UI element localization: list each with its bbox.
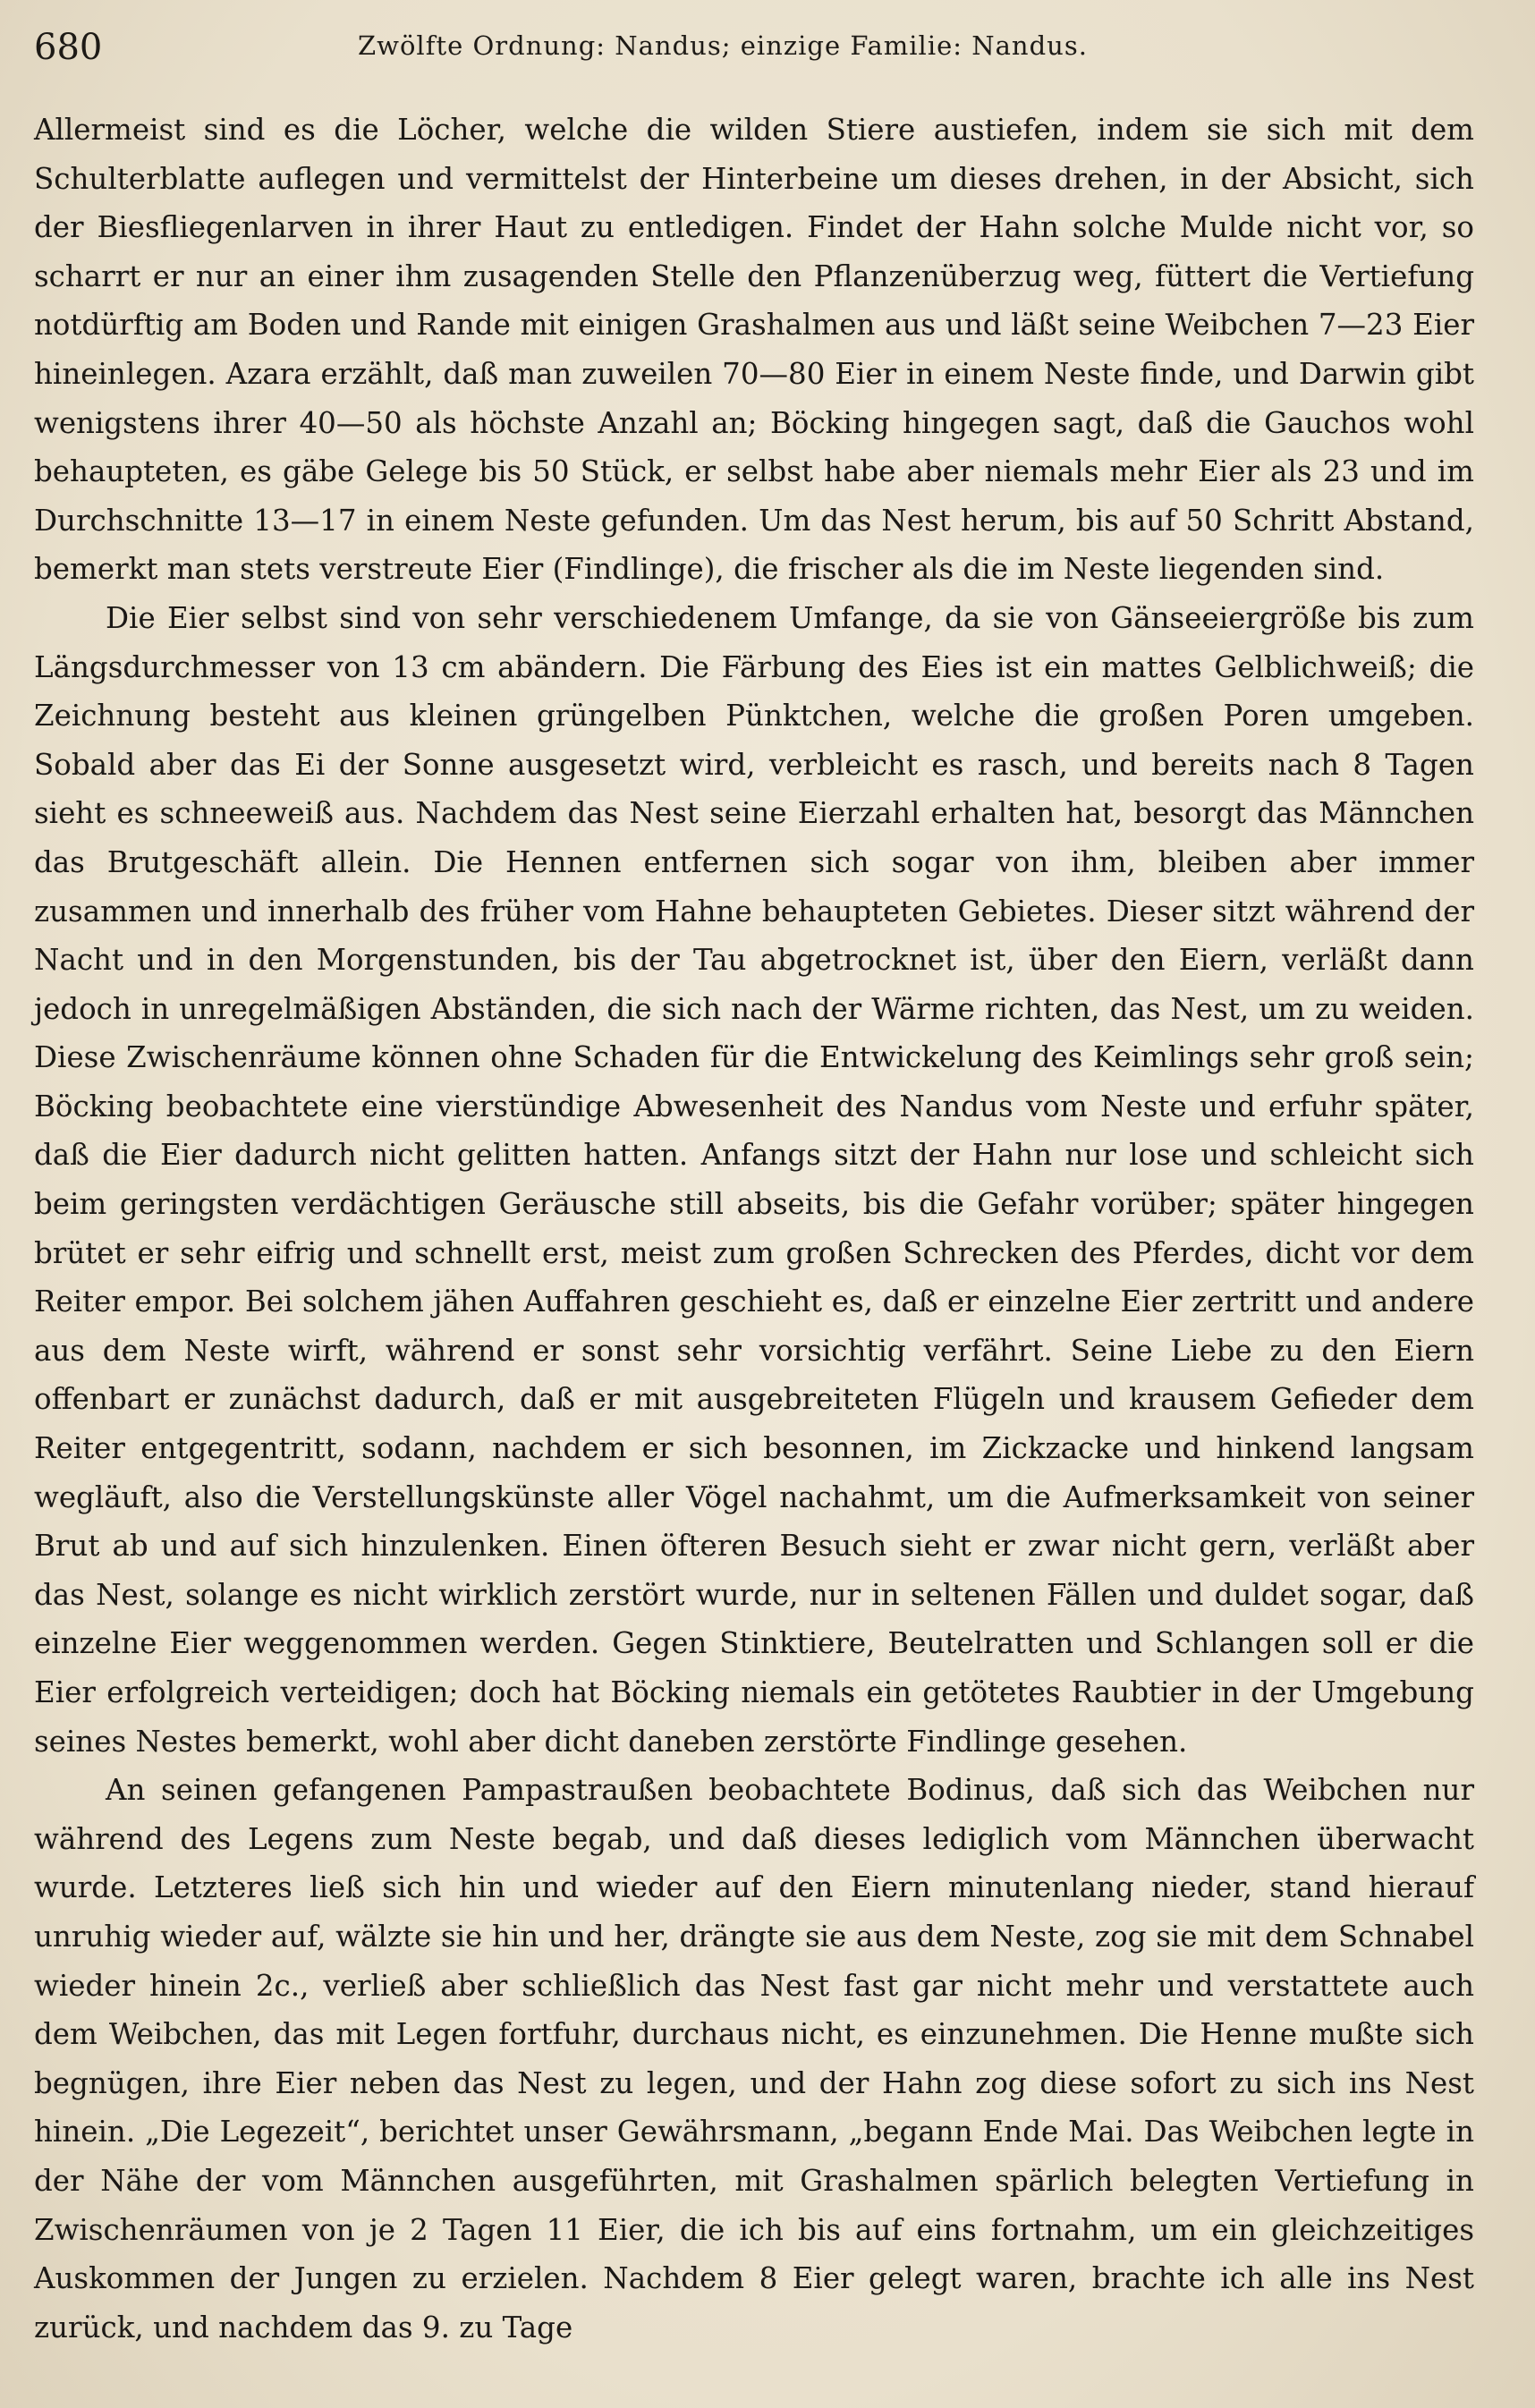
page-header xyxy=(34,27,1501,81)
page-number: 680 xyxy=(34,27,103,68)
running-head: Zwölfte Ordnung: Nandus; einzige Familie: Nandus. xyxy=(358,30,1088,61)
paragraph: Allermeist sind es die Löcher, welche die wilden Stiere austiefen, indem sie sich mit dem Schulterblatte auflegen und vermittelst der Hinterbeine um dieses drehen, in der Absicht, sich der Biesfliegenlarven in ihrer Haut zu entledigen. Findet der Hahn solche Mulde nicht vor, so scharrt er nur an einer ihm zusagenden Stelle den Pflanzenüberzug weg, füttert die Vertiefung notdürftig am Boden und Rande mit einigen Grashalmen aus und läßt seine Weibchen 7—23 Eier hineinlegen. Azara erzählt, daß man zuweilen 70—80 Eier in einem Neste finde, und Darwin gibt wenigstens ihrer 40—50 als höchste Anzahl an; Böcking hingegen sagt, daß die Gauchos wohl behaupteten, es gäbe Gelege bis 50 Stück, er selbst habe aber niemals mehr Eier als 23 und im Durchschnitte 13—17 in einem Neste gefunden. Um das Nest herum, bis auf 50 Schritt Abstand, bemerkt man stets verstreute Eier (Findlinge), die frischer als die im Neste liegenden sind. xyxy=(34,113,1474,587)
paragraph: An seinen gefangenen Pampastraußen beobachtete Bodinus, daß sich das Weibchen nur während des Legens zum Neste begab, und daß dieses lediglich vom Männchen überwacht wurde. Letzteres ließ sich hin und wieder auf den Eiern minutenlang nieder, stand hierauf unruhig wieder auf, wälzte sie hin und her, drängte sie aus dem Neste, zog sie mit dem Schnabel wieder hinein 2c., verließ aber schließlich das Nest fast gar nicht mehr und verstattete auch dem Weibchen, das mit Legen fortfuhr, durchaus nicht, es einzunehmen. Die Henne mußte sich begnügen, ihre Eier neben das Nest zu legen, und der Hahn zog diese sofort zu sich ins Nest hinein. „Die Legezeit“, berichtet unser Gewährsmann, „begann Ende Mai. Das Weibchen legte in der Nähe der vom Männchen ausgeführten, mit Grashalmen spärlich belegten Vertiefung in Zwischenräumen von je 2 Tagen 11 Eier, die ich bis auf eins fortnahm, um ein gleichzeitiges Auskommen der Jungen zu erzielen. Nachdem 8 Eier gelegt waren, brachte ich alle ins Nest zurück, und nachdem das 9. zu Tage xyxy=(34,1773,1474,2344)
body-text xyxy=(34,106,1474,2352)
paragraph: Die Eier selbst sind von sehr verschiedenem Umfange, da sie von Gänseeiergröße bis zum Längsdurchmesser von 13 cm abändern. Die Färbung des Eies ist ein mattes Gelblichweiß; die Zeichnung besteht aus kleinen grüngelben Pünktchen, welche die großen Poren umgeben. Sobald aber das Ei der Sonne ausgesetzt wird, verbleicht es rasch, und bereits nach 8 Tagen sieht es schneeweiß aus. Nachdem das Nest seine Eierzahl erhalten hat, besorgt das Männchen das Brutgeschäft allein. Die Hennen entfernen sich sogar von ihm, bleiben aber immer zusammen und innerhalb des früher vom Hahne behaupteten Gebietes. Dieser sitzt während der Nacht und in den Morgenstunden, bis der Tau abgetrocknet ist, über den Eiern, verläßt dann jedoch in unregelmäßigen Abständen, die sich nach der Wärme richten, das Nest, um zu weiden. Diese Zwischenräume können ohne Schaden für die Entwickelung des Keimlings sehr groß sein; Böcking beobachtete eine vierstündige Abwesenheit des Nandus vom Neste und erfuhr später, daß die Eier dadurch nicht gelitten hatten. Anfangs sitzt der Hahn nur lose und schleicht sich beim geringsten verdächtigen Geräusche still abseits, bis die Gefahr vorüber; später hingegen brütet er sehr eifrig und schnellt erst, meist zum großen Schrecken des Pferdes, dicht vor dem Reiter empor. Bei solchem jähen Auffahren geschieht es, daß er einzelne Eier zertritt und andere aus dem Neste wirft, während er sonst sehr vorsichtig verfährt. Seine Liebe zu den Eiern offenbart er zunächst dadurch, daß er mit ausgebreiteten Flügeln und krausem Gefieder dem Reiter entgegentritt, sodann, nachdem er sich besonnen, im Zickzacke und hinkend langsam wegläuft, also die Verstellungskünste aller Vögel nachahmt, um die Aufmerksamkeit von seiner Brut ab und auf sich hinzulenken. Einen öfteren Besuch sieht er zwar nicht gern, verläßt aber das Nest, solange es nicht wirklich zerstört wurde, nur in seltenen Fällen und duldet sogar, daß einzelne Eier weggenommen werden. Gegen Stinktiere, Beutelratten und Schlangen soll er die Eier erfolgreich verteidigen; doch hat Böcking niemals ein getötetes Raubtier in der Umgebung seines Nestes bemerkt, wohl aber dicht daneben zerstörte Findlinge gesehen. xyxy=(34,600,1474,1759)
